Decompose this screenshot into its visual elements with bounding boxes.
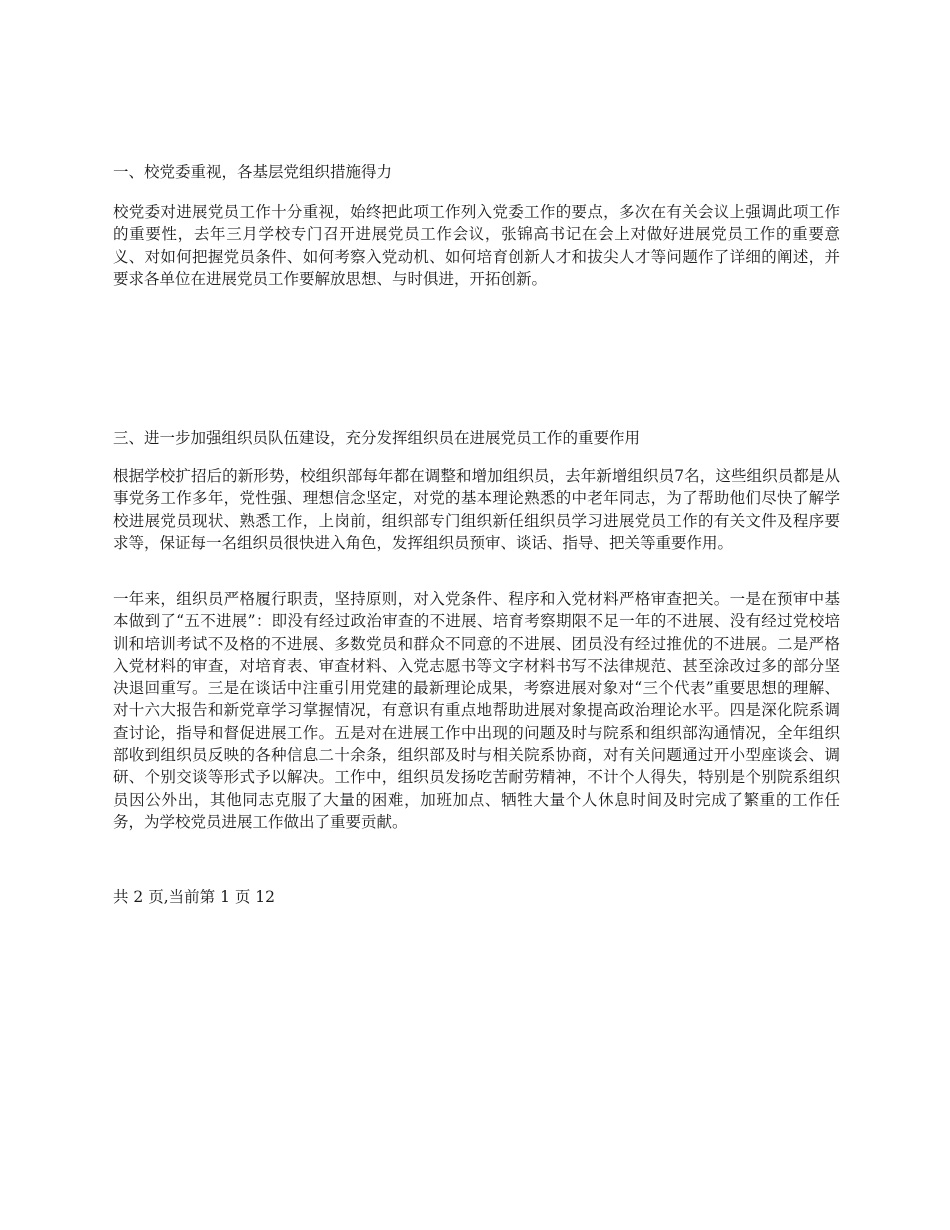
page-footer: 共 2 页,当前第 1 页 12 <box>113 888 276 906</box>
section-3-paragraph-1: 根据学校扩招后的新形势，校组织部每年都在调整和增加组织员，去年新增组织员7名，这些组织员都是从事党务工作多年，党性强、理想信念坚定，对党的基本理论熟悉的中老年同志，为了帮助他们尽快了解学校进展党员现状、熟悉工作，上岗前，组织部专门组织新任组织员学习进展党员工作的有关文件及程序要求等，保证每一名组织员很快进入角色，发挥组织员预审、谈话、指导、把关等重要作用。 <box>113 467 840 552</box>
section-3-paragraph-2: 一年来，组织员严格履行职责，坚持原则，对入党条件、程序和入党材料严格审查把关。一是在预审中基本做到了“五不进展”：即没有经过政治审查的不进展、培育考察期限不足一年的不进展、没有经过党校培训和培训考试不及格的不进展、多数党员和群众不同意的不进展、团员没有经过推优的不进展。二是严格入党材料的审查，对培育表、审查材料、入党志愿书等文字材料书写不法律规范、甚至涂改过多的部分坚决退回重写。三是在谈话中注重引用党建的最新理论成果，考察进展对象对“三个代表”重要思想的理解、对十六大报告和新党章学习掌握情况，有意识有重点地帮助进展对象提高政治理论水平。四是深化院系调查讨论，指导和督促进展工作。五是对在进展工作中出现的问题及时与院系和组织部沟通情况，全年组织部收到组织员反映的各种信息二十余条，组织部及时与相关院系协商，对有关问题通过开小型座谈会、调研、个别交谈等形式予以解决。工作中，组织员发扬吃苦耐劳精神，不计个人得失，特别是个别院系组织员因公外出，其他同志克服了大量的困难，加班加点、牺牲大量个人休息时间及时完成了繁重的工作任务，为学校党员进展工作做出了重要贡献。 <box>113 590 840 831</box>
section-3-heading: 三、进一步加强组织员队伍建设，充分发挥组织员在进展党员工作的重要作用 <box>113 429 641 447</box>
section-1-heading: 一、校党委重视，各基层党组织措施得力 <box>113 163 393 181</box>
section-1-paragraph: 校党委对进展党员工作十分重视，始终把此项工作列入党委工作的要点，多次在有关会议上强调此项工作的重要性，去年三月学校专门召开进展党员工作会议，张锦高书记在会上对做好进展党员工作的重要意义、对如何把握党员条件、如何考察入党动机、如何培育创新人才和拔尖人才等问题作了详细的阐述，并要求各单位在进展党员工作要解放思想、与时俱进，开拓创新。 <box>113 203 840 288</box>
